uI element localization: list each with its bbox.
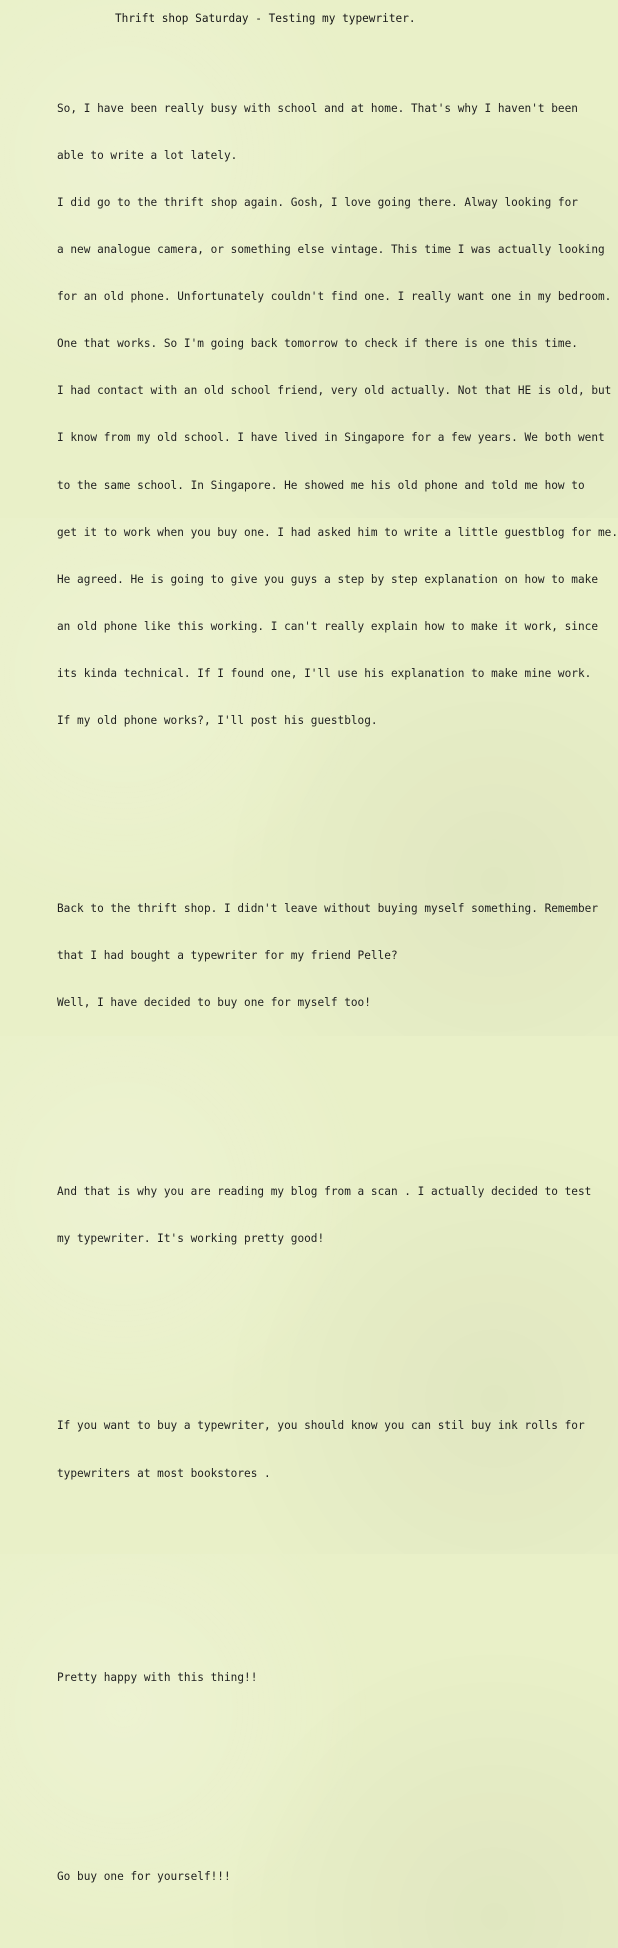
paragraph-gap bbox=[57, 1325, 605, 1340]
text-line: get it to work when you buy one. I had asked him to write a little guestblog for me. bbox=[57, 525, 618, 539]
text-line: One that works. So I'm going back tomorrow to check if there is one this time. bbox=[57, 337, 578, 351]
text-line: I did go to the thrift shop again. Gosh, I love going there. Alway looking for bbox=[57, 196, 578, 209]
text-line: its kinda technical. If I found one, I'll use his explanation to make mine work. bbox=[57, 666, 592, 680]
paragraph-gap bbox=[57, 807, 605, 822]
text-line: a new analogue camera, or something else vintage. This time I was actually looking bbox=[57, 243, 605, 257]
document-title: Thrift shop Saturday - Testing my typewriter. bbox=[115, 12, 416, 25]
paragraph-6 bbox=[57, 1838, 605, 1917]
text-line: that I had bought a typewriter for my friend Pelle? bbox=[57, 948, 398, 962]
paragraph-gap bbox=[57, 1089, 605, 1105]
text-line: I had contact with an old school friend, very old actually. Not that HE is old, but bbox=[57, 384, 612, 398]
paragraph-1 bbox=[57, 69, 618, 760]
text-line: Well, I have decided to buy one for myself too! bbox=[57, 995, 371, 1009]
text-line: If you want to buy a typewriter, you should know you can stil buy ink rolls for bbox=[57, 1419, 585, 1433]
text-line: He agreed. He is going to give you guys a step by step explanation on how to make bbox=[57, 572, 598, 586]
text-line: So, I have been really busy with school and at home. That's why I haven't been bbox=[57, 101, 578, 115]
text-line: typewriters at most bookstores . bbox=[57, 1466, 271, 1480]
document-body bbox=[57, 38, 618, 1948]
text-line: I know from my old school. I have lived in Singapore for a few years. We both went bbox=[57, 431, 605, 445]
text-line: Go buy one for yourself!!! bbox=[57, 1870, 231, 1883]
text-line: to the same school. In Singapore. He showed me his old phone and told me how to bbox=[57, 478, 585, 492]
paragraph-2 bbox=[57, 869, 605, 1042]
text-line: And that is why you are reading my blog from a scan . I actually decided to test bbox=[57, 1184, 592, 1198]
paragraph-3 bbox=[57, 1152, 605, 1278]
text-line: able to write a lot lately. bbox=[57, 148, 238, 162]
paragraph-gap bbox=[57, 1560, 605, 1592]
text-line: If my old phone works?, I'll post his guestblog. bbox=[57, 714, 378, 728]
text-line: Back to the thrift shop. I didn't leave without buying myself something. Remember bbox=[57, 901, 598, 915]
paragraph-4 bbox=[57, 1387, 605, 1513]
paragraph-gap bbox=[57, 1764, 605, 1790]
text-line: an old phone like this working. I can't really explain how to make it work, since bbox=[57, 619, 598, 633]
paragraph-5 bbox=[57, 1639, 605, 1718]
text-line: for an old phone. Unfortunately couldn't find one. I really want one in my bedroom. bbox=[57, 290, 612, 304]
text-line: my typewriter. It's working pretty good! bbox=[57, 1231, 325, 1245]
text-line: Pretty happy with this thing!! bbox=[57, 1671, 258, 1685]
